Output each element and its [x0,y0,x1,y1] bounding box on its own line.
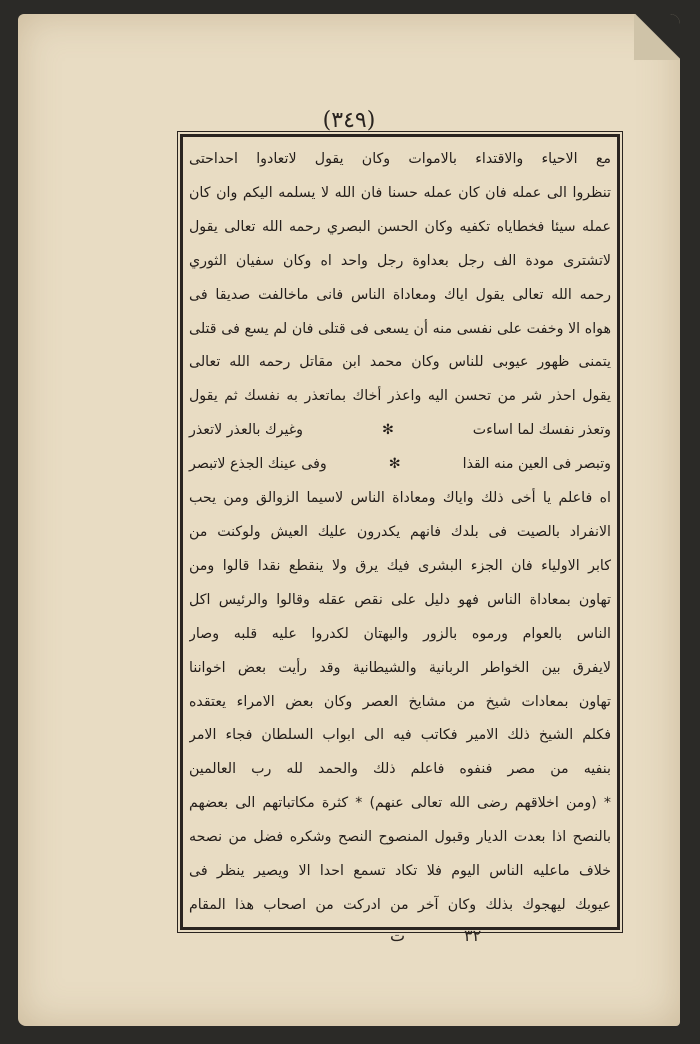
text-line: تهاون بمعادات شيخ من مشايخ العصر وكان بعض الامراء يعتقده [189,693,611,710]
verse-hemistich-left: وغيرك بالعذر لاتعذر [189,422,304,439]
manuscript-page [18,14,680,1026]
verse-line-2 [189,450,611,478]
verse-hemistich-left: وفى عينك الجذع لاتبصر [189,456,327,473]
text-line: رحمه الله تعالى يقول اياك ومعاداة الناس فانى ماخالفت صديقا فى [189,286,611,303]
text-line: يقول احذر شر من تحسن اليه واعذر أخاك بماتعذر به نفسك ثم يقول [189,388,611,405]
text-line: عيوبك ليهجوك بذلك وكان آخر من ادركت من اصحاب هذا المقام [189,896,611,913]
text-line: عمله سيئا فخطاياه تكفيه وكان الحسن البصري رحمه الله تعالى يقول [189,218,611,235]
text-line: يتمنى ظهور عيوبى للناس وكان محمد ابن مقاتل رحمه الله تعالى [189,354,611,371]
text-block [189,145,611,919]
text-line: الانفراد بالصيت فى بلدك فانهم يكدرون عليك العيش ولوكنت من [189,523,611,540]
text-line: هواه الا وخفت على نفسى منه أن يسعى فى قتلى فان لم يسع فى قتلى [189,320,611,337]
page-footer [18,926,680,956]
text-line: بنفيه من مصر فنفوه فاعلم ذلك والحمد لله رب العالمين [189,761,611,778]
text-line: بالنصح اذا بعدت الديار وقبول المنصوح النصح وشكره فضل من نصحه [189,829,611,846]
text-line: لاتشترى مودة الف رجل بعداوة رجل واحد اه وكان سفيان الثوري [189,252,611,269]
folded-corner [634,14,680,60]
text-line: مع الاحياء والاقتداء بالاموات وكان يقول لاتعادوا احداحتى [189,151,611,167]
text-line: فكلم الشيخ ذلك الامير فكاتب فيه الى ابواب السلطان فجاء الامر [189,727,611,744]
text-line: * (ومن اخلاقهم رضى الله تعالى عنهم) * كثرة مكاتباتهم الى بعضهم [189,795,611,812]
verse-hemistich-right: وتعذر نفسك لما اساءت [472,422,611,439]
text-line: كابر الاولياء فان الجزء البشرى فيك يرق ولا ينقطع نقدا قالوا ومن [189,557,611,574]
text-line: تهاون بمعاداة الناس فهو دليل على نقص عقله وقالوا والرئيس اكل [189,591,611,608]
signature-mark: ت [390,926,406,945]
text-line: خلاف ماعليه الناس اليوم فلا تكاد تسمع احدا الا ويصير ينظر فى [189,863,611,880]
text-line: اه فاعلم يا أخى ذلك واياك ومعاداة الناس لاسيما الزوالق ومن يحب [189,490,611,507]
text-line: تنظروا الى عمله فان كان عمله حسنا فان الله لا يسلمه اليكم وان كان [189,184,611,201]
verse-hemistich-right: وتبصر فى العين منه القذا [462,456,611,473]
verse-separator-icon: ✻ [381,422,394,439]
text-line: لايفرق بين الخواطر الربانية والشيطانية وقد رأيت بعض اخواننا [189,659,611,676]
text-frame [180,134,620,930]
text-line: الناس بالعوام ورموه بالزور والبهتان لكدروا عليه قلبه وصار [189,625,611,642]
signature-number: ٣٢ [464,926,482,945]
page-number: (٣٤٩) [322,108,376,133]
verse-line-1 [189,416,611,444]
verse-separator-icon: ✻ [388,456,401,473]
